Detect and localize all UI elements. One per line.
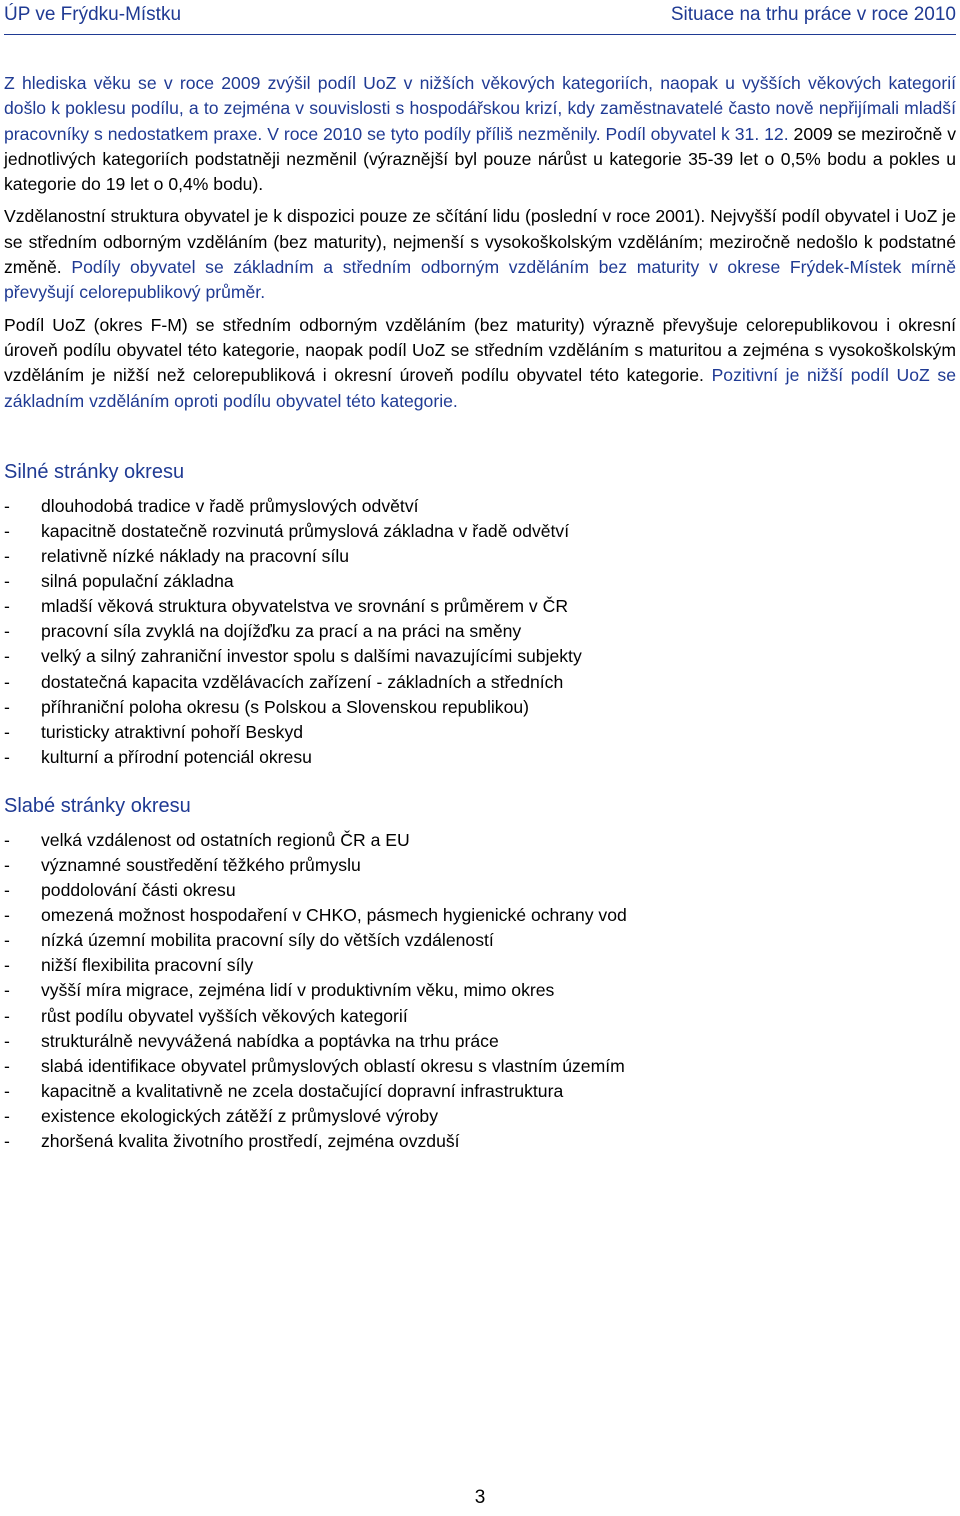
list-item <box>4 619 956 644</box>
list-item-text: omezená možnost hospodaření v CHKO, pásmech hygienické ochrany vod <box>41 905 627 926</box>
list-item <box>4 1029 956 1054</box>
list-item <box>4 594 956 619</box>
list-item-text: kulturní a přírodní potenciál okresu <box>41 746 312 767</box>
list-item-text: kapacitně a kvalitativně ne zcela dostačující dopravní infrastruktura <box>41 1080 564 1101</box>
list-item-text: kapacitně dostatečně rozvinutá průmyslová základna v řadě odvětví <box>41 520 570 541</box>
list-item-text: vyšší míra migrace, zejména lidí v produktivním věku, mimo okres <box>41 980 555 1001</box>
paragraph-age-structure <box>4 71 956 197</box>
header-title-right: Situace na trhu práce v roce 2010 <box>670 4 956 25</box>
list-item <box>4 1054 956 1079</box>
list-item-text: strukturálně nevyvážená nabídka a poptávka na trhu práce <box>41 1030 499 1051</box>
list-dash: - <box>4 721 10 742</box>
list-dash: - <box>4 596 10 617</box>
list-item <box>4 878 956 903</box>
list-dash: - <box>4 1055 10 1076</box>
list-item <box>4 670 956 695</box>
list-dash: - <box>4 621 10 642</box>
list-item <box>4 853 956 878</box>
list-item-text: relativně nízké náklady na pracovní sílu <box>41 546 350 567</box>
list-item-text: příhraniční poloha okresu (s Polskou a Slovenskou republikou) <box>41 696 530 717</box>
list-item-text: existence ekologických zátěží z průmyslové výroby <box>41 1105 439 1126</box>
weaknesses-heading: Slabé stránky okresu <box>4 794 191 817</box>
paragraph-education-structure <box>4 204 956 305</box>
list-dash: - <box>4 520 10 541</box>
list-dash: - <box>4 571 10 592</box>
list-dash: - <box>4 829 10 850</box>
strengths-list <box>4 494 956 770</box>
list-item-text: nízká územní mobilita pracovní síly do větších vzdáleností <box>41 930 494 951</box>
list-dash: - <box>4 546 10 567</box>
list-item <box>4 1104 956 1129</box>
list-dash: - <box>4 671 10 692</box>
page-header <box>4 4 956 35</box>
list-item <box>4 1004 956 1029</box>
list-item-text: růst podílu obyvatel vyšších věkových kategorií <box>41 1005 408 1026</box>
list-item-text: zhoršená kvalita životního prostředí, zejména ovzduší <box>41 1131 460 1152</box>
list-dash: - <box>4 930 10 951</box>
header-title-left: ÚP ve Frýdku-Místku <box>4 4 182 25</box>
list-item <box>4 569 956 594</box>
list-item <box>4 953 956 978</box>
list-item <box>4 903 956 928</box>
list-item <box>4 695 956 720</box>
list-dash: - <box>4 1105 10 1126</box>
paragraph-age-structure-black: 2009 se meziročně v jednotlivých kategoriích podstatněji nezměnil (výraznější byl pouze nárůst u kategorie 35-39 let o 0,5% bodu a pokles u kategorie do 19 let o 0,4% bodu). <box>4 123 956 195</box>
paragraph-uoz-education-blue: Pozitivní je nižší podíl UoZ se základním vzděláním oproti podílu obyvatel této kategorie. <box>4 365 956 411</box>
list-item-text: slabá identifikace obyvatel průmyslových oblastí okresu s vlastním územím <box>41 1055 625 1076</box>
list-item <box>4 494 956 519</box>
page-number: 3 <box>474 1487 486 1508</box>
list-item-text: významné soustředění těžkého průmyslu <box>41 854 361 875</box>
paragraph-uoz-education <box>4 313 956 414</box>
list-item <box>4 1129 956 1154</box>
list-item-text: mladší věková struktura obyvatelstva ve srovnání s průměrem v ČR <box>41 596 569 617</box>
list-dash: - <box>4 646 10 667</box>
list-item-text: turisticky atraktivní pohoří Beskyd <box>41 721 304 742</box>
weaknesses-list <box>4 828 956 1154</box>
paragraph-uoz-education-black: Podíl UoZ (okres F-M) se středním odborným vzděláním (bez maturity) výrazně převyšuje celorepublikovou i okresní úroveň podílu obyvatel této kategorie, naopak podíl UoZ se středním vzděláním s maturitou a zejména s vysokoškolským vzděláním je nižší než celorepubliková i okresní úroveň podílu obyvatel této kategorie. <box>4 314 956 386</box>
list-item-text: pracovní síla zvyklá na dojížďku za prací a na práci na směny <box>41 621 522 642</box>
list-item <box>4 720 956 745</box>
list-item-text: nižší flexibilita pracovní síly <box>41 955 254 976</box>
list-item-text: velká vzdálenost od ostatních regionů ČR a EU <box>41 829 410 850</box>
list-dash: - <box>4 880 10 901</box>
list-item <box>4 745 956 770</box>
document-body <box>4 71 956 1154</box>
list-item-text: silná populační základna <box>41 571 234 592</box>
list-dash: - <box>4 1030 10 1051</box>
list-item-text: dostatečná kapacita vzdělávacích zařízení - základních a středních <box>41 671 564 692</box>
list-item <box>4 978 956 1003</box>
list-item <box>4 544 956 569</box>
strengths-heading: Silné stránky okresu <box>4 460 185 483</box>
list-dash: - <box>4 696 10 717</box>
paragraph-education-structure-black: Vzdělanostní struktura obyvatel je k dispozici pouze ze sčítání lidu (poslední v roce 2001). Nejvyšší podíl obyvatel i UoZ je se středním odborným vzděláním (bez maturity), nejmenší s vysokoškolským vzděláním; meziročně nedošlo k podstatné změně. <box>4 206 956 278</box>
list-dash: - <box>4 955 10 976</box>
paragraph-age-structure-blue: Z hlediska věku se v roce 2009 zvýšil podíl UoZ v nižších věkových kategoriích, naopak u vyšších věkových kategorií došlo k poklesu podílu, a to zejména v souvislosti s hospodářskou krizí, kdy zaměstnavatelé často nově nepřijímali mladší pracovníky s nedostatkem praxe. V roce 2010 se tyto podíly příliš nezměnily. Podíl obyvatel k 31. 12. <box>4 73 956 144</box>
paragraph-education-structure-blue: Podíly obyvatel se základním a středním odborným vzděláním bez maturity v okrese Frýdek-Místek mírně převyšují celorepublikový průměr. <box>4 257 956 303</box>
list-item-text: velký a silný zahraniční investor spolu s dalšími navazujícími subjekty <box>41 646 582 667</box>
list-item <box>4 1079 956 1104</box>
list-item-text: dlouhodobá tradice v řadě průmyslových odvětví <box>41 495 419 516</box>
list-item <box>4 519 956 544</box>
list-dash: - <box>4 980 10 1001</box>
list-item <box>4 644 956 669</box>
list-item-text: poddolování části okresu <box>41 880 236 901</box>
list-dash: - <box>4 746 10 767</box>
list-dash: - <box>4 1005 10 1026</box>
list-dash: - <box>4 1131 10 1152</box>
list-dash: - <box>4 495 10 516</box>
list-dash: - <box>4 1080 10 1101</box>
list-item <box>4 828 956 853</box>
list-item <box>4 928 956 953</box>
list-dash: - <box>4 854 10 875</box>
list-dash: - <box>4 905 10 926</box>
